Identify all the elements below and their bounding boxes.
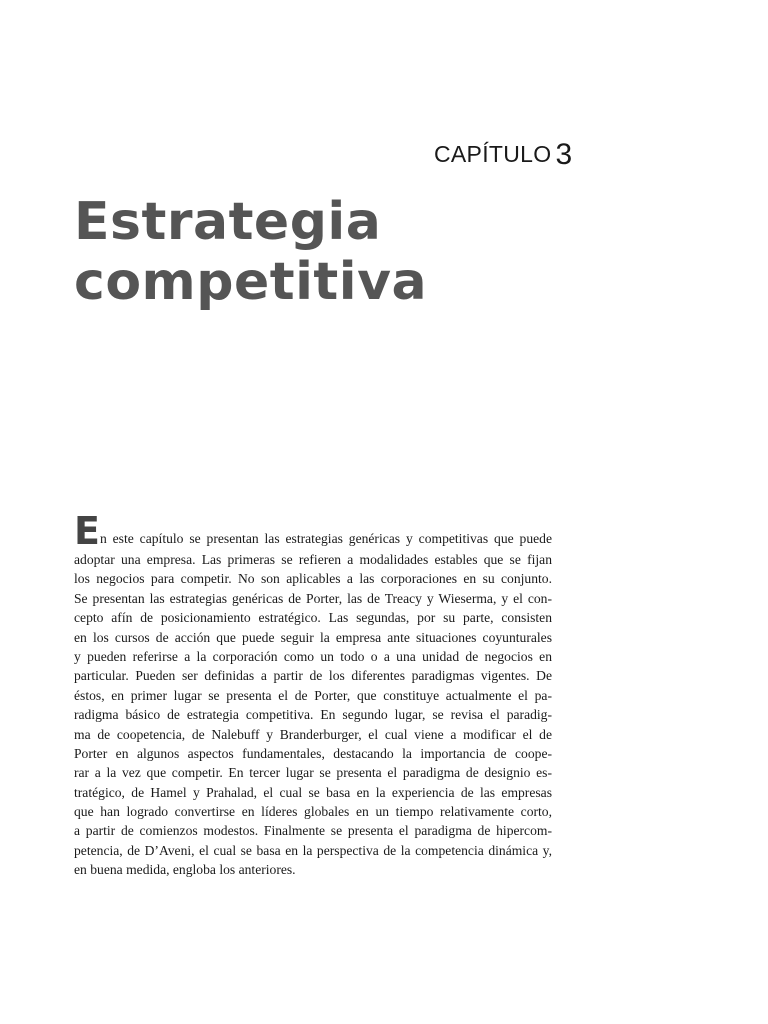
intro-line: cepto afín de posicionamiento estratégico. Las segundas, por su parte, consisten — [74, 610, 552, 626]
intro-line: en los cursos de acción que puede seguir la empresa ante situaciones coyunturales — [74, 629, 552, 645]
intro-paragraph — [74, 513, 552, 880]
chapter-label-text: CAPÍTULO — [434, 141, 552, 167]
chapter-title-line-2: competitiva — [74, 252, 428, 312]
chapter-label — [434, 136, 572, 170]
chapter-title — [74, 192, 427, 312]
intro-line: rar a la vez que competir. En tercer lugar se presenta el paradigma de designio es- — [74, 765, 552, 781]
intro-line: radigma básico de estrategia competitiva. En segundo lugar, se revisa el paradig- — [74, 707, 552, 723]
intro-line: Se presentan las estrategias genéricas de Porter, las de Treacy y Wieserma, y el con- — [74, 590, 552, 606]
intro-line: adoptar una empresa. Las primeras se refieren a modalidades estables que se fijan — [74, 552, 552, 567]
intro-line: ma de coopetencia, de Nalebuff y Branderburger, el cual viene a modificar el de — [74, 726, 552, 742]
intro-line: Porter en algunos aspectos fundamentales, destacando la importancia de coope- — [74, 745, 552, 761]
intro-line: particular. Pueden ser definidas a partir de los diferentes paradigmas vigentes. De — [74, 668, 552, 684]
intro-line — [74, 513, 552, 550]
intro-line: éstos, en primer lugar se presenta el de Porter, que constituye actualmente el pa- — [74, 687, 552, 703]
intro-line: tratégico, de Hamel y Prahalad, el cual se basa en la experiencia de las empresas — [74, 784, 552, 800]
intro-line-text: n este capítulo se presentan las estrategias genéricas y competitivas que puede — [99, 530, 552, 546]
intro-line: petencia, de D’Aveni, el cual se basa en la perspectiva de la competencia dinámica y, — [74, 842, 552, 858]
intro-line: los negocios para competir. No son aplicables a las corporaciones en su conjunto. — [74, 571, 552, 587]
chapter-title-line-1: Estrategia — [74, 192, 382, 252]
intro-line: en buena medida, engloba los anteriores. — [74, 862, 296, 878]
dropcap: E — [74, 513, 100, 550]
chapter-number: 3 — [555, 138, 573, 171]
intro-line: y pueden referirse a la corporación como un todo o a una unidad de negocios en — [74, 648, 552, 664]
intro-line: que han logrado convertirse en líderes globales en un tiempo relativamente corto, — [74, 804, 552, 820]
intro-line: a partir de comienzos modestos. Finalmente se presenta el paradigma de hipercom- — [74, 823, 552, 839]
